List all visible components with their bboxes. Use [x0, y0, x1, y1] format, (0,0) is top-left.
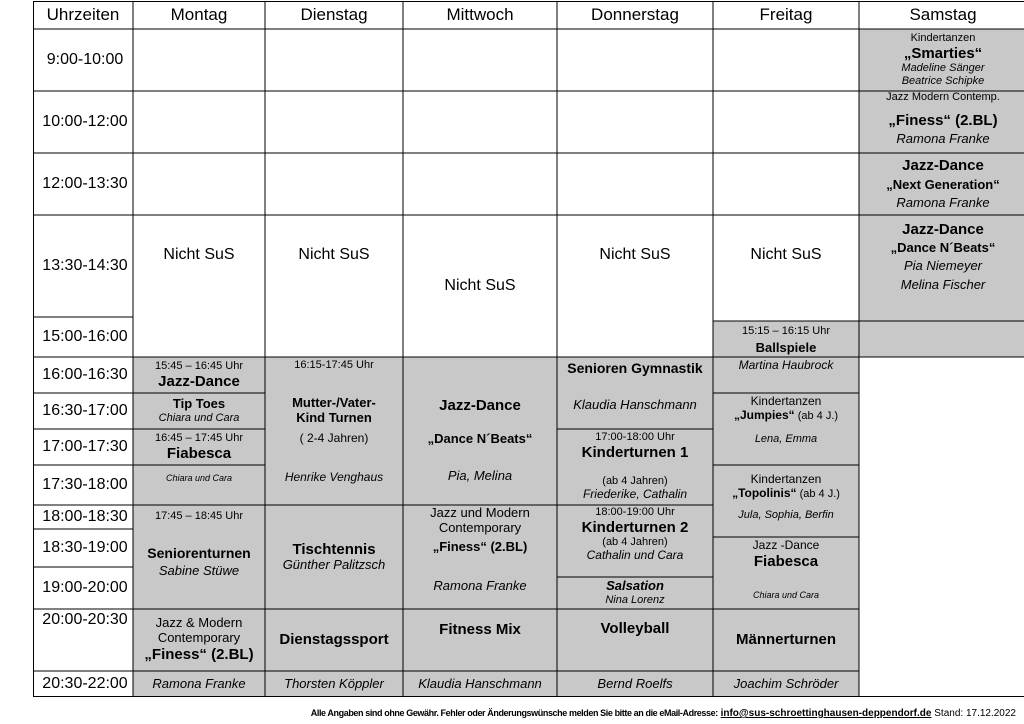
time-slot: 13:30-14:30 — [42, 256, 128, 274]
thu-salsation: Salsation Nina Lorenz — [557, 577, 713, 609]
time-slot: 12:00-13:30 — [42, 174, 128, 192]
sat-nextgen: Jazz-Dance „Next Generation“ Ramona Franke — [886, 157, 1000, 210]
thu-senioren-gymnastik: Senioren Gymnastik Klaudia Hanschmann — [557, 357, 713, 429]
header-saturday: Samstag — [909, 5, 977, 25]
thu-volleyball: Volleyball — [557, 609, 713, 671]
thu-volleyball-name: Bernd Roelfs — [557, 671, 713, 697]
mon-seniorenturnen: 17:45 – 18:45 Uhr Seniorenturnen Sabine Stüwe — [133, 505, 265, 609]
time-slot: 17:30-18:00 — [42, 475, 128, 493]
time-slot: 9:00-10:00 — [46, 50, 124, 68]
tue-dienstagssport-name: Thorsten Köppler — [265, 671, 403, 697]
time-slot: 16:30-17:00 — [42, 401, 128, 419]
header-wednesday: Mittwoch — [446, 5, 514, 25]
nicht-sus-thursday: Nicht SuS — [599, 245, 671, 263]
fri-jumpies: Kindertanzen „Jumpies“ (ab 4 J.) Lena, Emma — [713, 393, 859, 465]
mon-jazz-modern-name: Ramona Franke — [133, 671, 265, 697]
nicht-sus-monday: Nicht SuS — [163, 245, 235, 263]
header-times: Uhrzeiten — [46, 5, 120, 25]
fri-maennerturnen-name: Joachim Schröder — [713, 671, 859, 697]
fri-topolinis: Kindertanzen „Topolinis“ (ab 4 J.) Jula, Sophia, Berfin — [713, 465, 859, 537]
time-slot: 18:30-19:00 — [42, 538, 128, 556]
time-slot: 18:00-18:30 — [42, 507, 128, 525]
tue-mutter-vater: 16:15-17:45 Uhr Mutter-/Vater- Kind Turnen ( 2-4 Jahren) Henrike Venghaus — [265, 357, 403, 505]
mon-fiabesca-names: Chiara und Cara — [133, 465, 265, 505]
time-slot: 20:00-20:30 — [42, 611, 128, 628]
footer-stand: Stand: 17.12.2022 — [934, 708, 1016, 719]
mon-fiabesca: 16:45 – 17:45 Uhr Fiabesca — [133, 429, 265, 465]
thu-kinderturnen-2: 18:00-19:00 Uhr Kinderturnen 2 (ab 4 Jahren) Cathalin und Cara — [557, 505, 713, 577]
tue-dienstagssport: Dienstagssport — [265, 609, 403, 671]
schedule-grid — [33, 1, 1024, 697]
time-slot: 19:00-20:00 — [42, 578, 128, 596]
header-tuesday: Dienstag — [300, 5, 368, 25]
nicht-sus-tuesday: Nicht SuS — [298, 245, 370, 263]
time-slot: 20:30-22:00 — [42, 674, 128, 692]
wed-fitness-mix-name: Klaudia Hanschmann — [403, 671, 557, 697]
sat-empty — [860, 358, 1024, 696]
nicht-sus-wednesday: Nicht SuS — [444, 276, 516, 294]
mon-jazz-modern: Jazz & Modern Contemporary „Finess“ (2.BL) — [133, 609, 265, 671]
sat-smarties: Kindertanzen „Smarties“ Madeline Sänger Beatrice Schipke — [901, 32, 985, 87]
time-slot: 16:00-16:30 — [42, 365, 128, 383]
wed-jazz-dance: Jazz-Dance „Dance N´Beats“ Pia, Melina — [403, 357, 557, 505]
wed-fitness-mix: Fitness Mix — [403, 609, 557, 671]
mon-jazz-dance: 15:45 – 16:45 Uhr Jazz-Dance — [133, 357, 265, 393]
wed-jazz-modern: Jazz und Modern Contemporary „Finess“ (2.BL) Ramona Franke — [403, 505, 557, 609]
header-monday: Montag — [170, 5, 228, 25]
header-friday: Freitag — [759, 5, 813, 25]
footer-email-link[interactable]: info@sus-schroettinghausen-deppendorf.de — [720, 708, 932, 719]
time-slot: 15:00-16:00 — [42, 327, 128, 345]
fri-jazz-fiabesca: Jazz -Dance Fiabesca Chiara und Cara — [713, 537, 859, 609]
thu-kinderturnen-1: 17:00-18:00 Uhr Kinderturnen 1 (ab 4 Jahren) Friederike, Cathalin — [557, 429, 713, 505]
footer — [0, 705, 1024, 723]
fri-maennerturnen: Männerturnen — [713, 609, 859, 671]
nicht-sus-friday: Nicht SuS — [750, 245, 822, 263]
header-thursday: Donnerstag — [591, 5, 679, 25]
sat-finess: Jazz Modern Contemp. „Finess“ (2.BL) Ramona Franke — [886, 91, 1000, 146]
time-slot: 17:00-17:30 — [42, 437, 128, 455]
sat-dance-n-beats: Jazz-Dance „Dance N´Beats“ Pia Niemeyer Melina Fischer — [890, 221, 996, 292]
fri-ballspiele: 15:15 – 16:15 Uhr Ballspiele Martina Haubrock — [713, 321, 859, 393]
tue-tischtennis: Tischtennis Günther Palitzsch — [265, 505, 403, 609]
time-slot: 10:00-12:00 — [42, 112, 128, 130]
mon-tip-toes: Tip Toes Chiara und Cara — [133, 393, 265, 429]
footer-note: Alle Angaben sind ohne Gewähr. Fehler oder Änderungswünsche melden Sie bitte an die eMail-Adresse: — [310, 708, 718, 718]
